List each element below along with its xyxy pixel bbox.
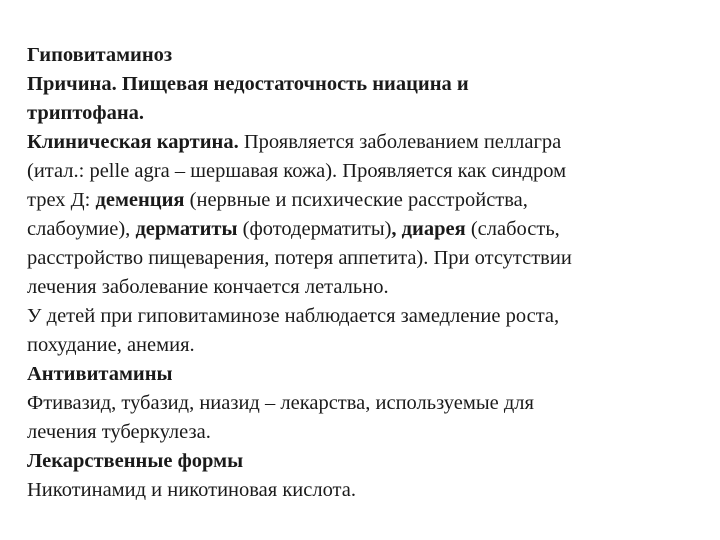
clinical-text: (нервные и психические расстройства, <box>184 189 528 211</box>
clinical-text: (итал.: pelle agra – шершавая кожа). Проявляется как синдром <box>27 160 567 182</box>
children-line-1 <box>27 302 707 331</box>
term-dermatitis: дерматиты <box>135 218 238 240</box>
clinical-text: трех Д: <box>27 189 96 211</box>
term-dementia: деменция <box>95 189 185 211</box>
antivitamins-line-1 <box>27 389 707 418</box>
heading-drug-forms <box>27 447 707 476</box>
children-text: У детей при гиповитаминозе наблюдается замедление роста, <box>27 305 560 327</box>
clinical-line-6 <box>27 273 707 302</box>
antivitamins-line-2 <box>27 418 707 447</box>
heading-text: Гиповитаминоз <box>27 44 173 66</box>
heading-antivitamins <box>27 360 707 389</box>
clinical-text: расстройство пищеварения, потеря аппетита). При отсутствии <box>27 247 572 269</box>
clinical-line-5 <box>27 244 707 273</box>
children-text: похудание, анемия. <box>27 334 195 356</box>
clinical-line-3 <box>27 186 707 215</box>
term-diarrhea: , диарея <box>391 218 466 240</box>
clinical-line-1 <box>27 128 707 157</box>
clinical-label: Клиническая картина. <box>27 131 239 153</box>
clinical-line-4 <box>27 215 707 244</box>
clinical-text: (слабость, <box>465 218 560 240</box>
antivitamins-text: лечения туберкулеза. <box>27 421 211 443</box>
clinical-text: слабоумие), <box>27 218 136 240</box>
cause-line-2 <box>27 99 707 128</box>
slide-text-body <box>27 41 707 505</box>
cause-text: триптофана. <box>27 102 145 124</box>
clinical-text: Проявляется заболеванием пеллагра <box>238 131 562 153</box>
cause-text: Причина. Пищевая недостаточность ниацина и <box>27 73 469 95</box>
drug-forms-line <box>27 476 707 505</box>
heading-text: Антивитамины <box>27 363 173 385</box>
drug-forms-text: Никотинамид и никотиновая кислота. <box>27 479 356 501</box>
children-line-2 <box>27 331 707 360</box>
cause-line-1 <box>27 70 707 99</box>
heading-text: Лекарственные формы <box>27 450 244 472</box>
antivitamins-text: Фтивазид, тубазид, ниазид – лекарства, используемые для <box>27 392 534 414</box>
heading-hypovitaminosis <box>27 41 707 70</box>
clinical-text: лечения заболевание кончается летально. <box>27 276 389 298</box>
clinical-line-2 <box>27 157 707 186</box>
clinical-text: (фотодерматиты) <box>237 218 392 240</box>
